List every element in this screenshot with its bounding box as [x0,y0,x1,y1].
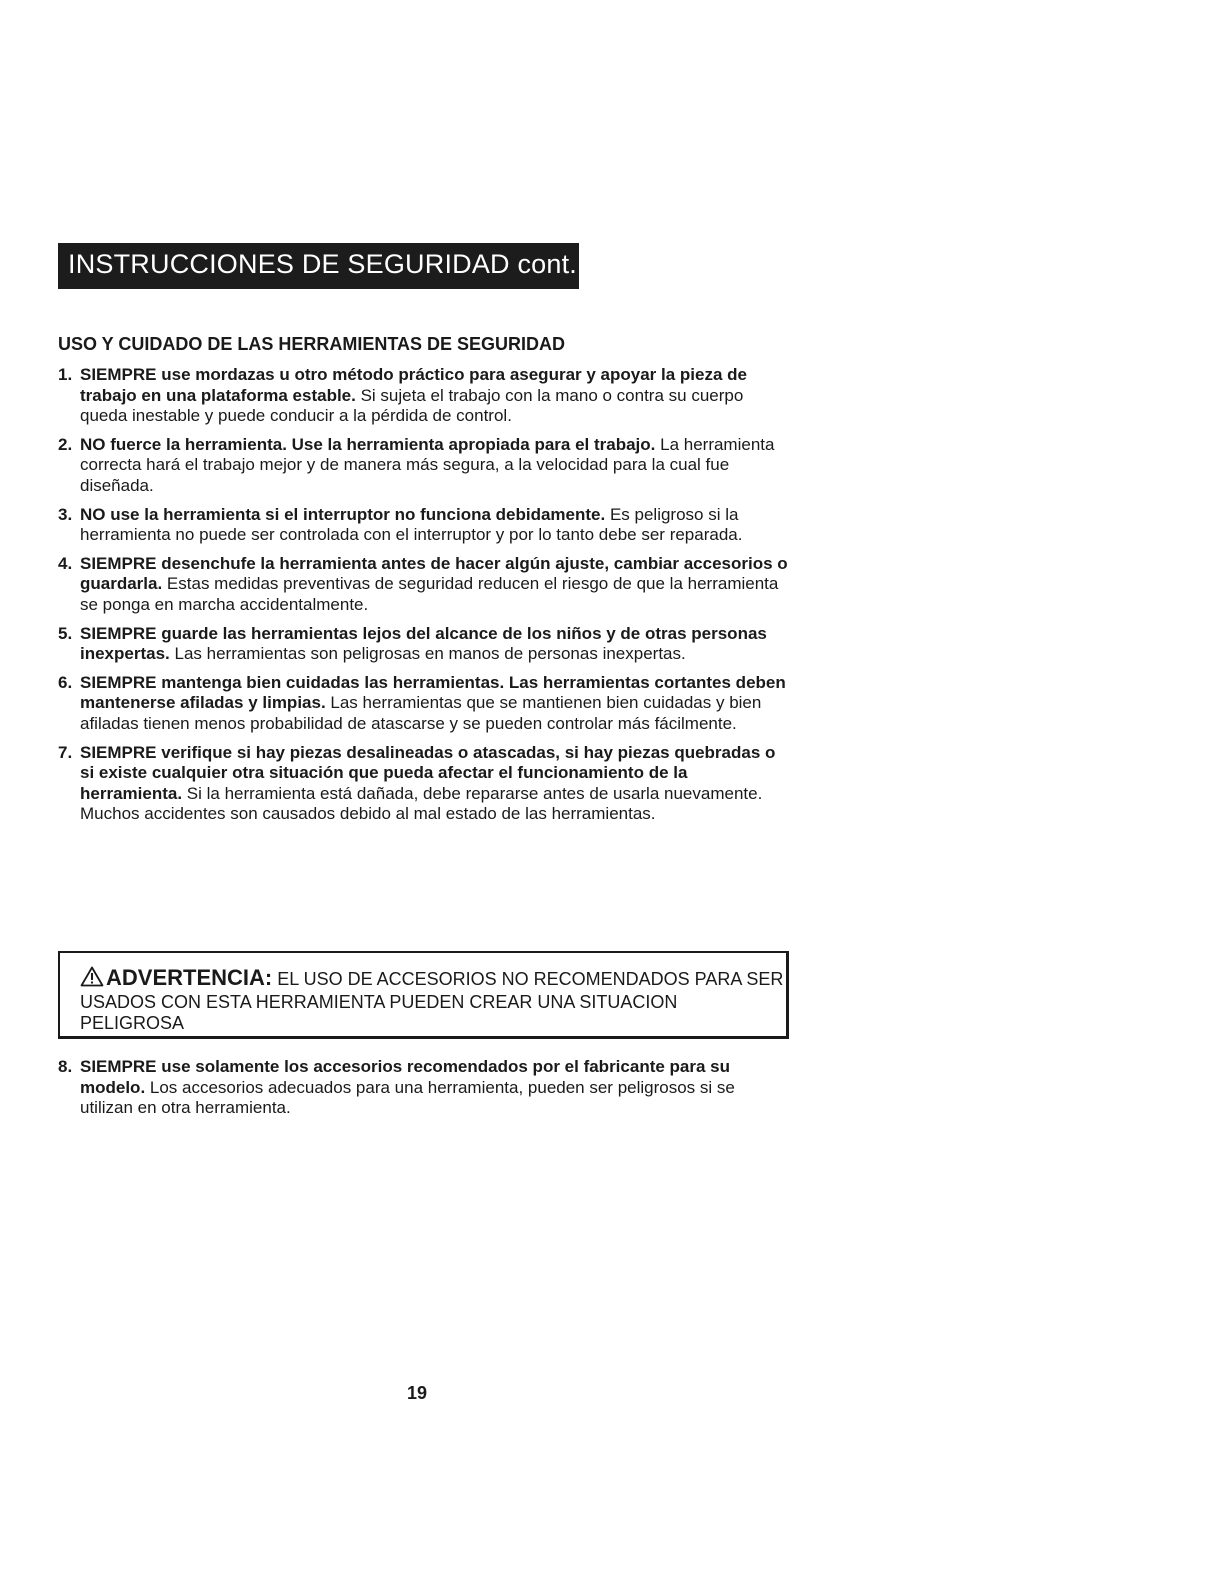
item-text: La herramienta correcta hará el trabajo mejor y de manera más segura, a la velocidad para la cual fue diseñada. [80,434,775,495]
item-number: 8. [58,1057,73,1076]
section-title: USO Y CUIDADO DE LAS HERRAMIENTAS DE SEGURIDAD [58,334,566,354]
page-number: 19 [407,1383,428,1403]
item-number: 6. [58,672,73,692]
warning-text: EL USO DE ACCESORIOS NO RECOMENDADOS PARA SER USADOS CON ESTA HERRAMIENTA PUEDEN CREAR UNA SITUACION PELIGROSA [80,969,784,1033]
list-item [58,743,788,825]
list-item [58,505,788,546]
list-item [58,1057,788,1119]
section-header-bar [58,243,579,289]
list-item [58,624,788,665]
item-text: Si la herramienta está dañada, debe repararse antes de usarla nuevamente. Muchos accidentes son causados debido al mal estado de las herramientas. [80,783,763,824]
item-number: 7. [58,742,73,762]
item-number: 5. [58,623,73,643]
item-heading: SIEMPRE mantenga bien cuidadas las herramientas. Las herramientas cortantes deben mantenerse afiladas y limpias. [80,672,786,713]
item-heading: NO use la herramienta si el interruptor no funciona debidamente. [80,504,606,524]
list-item [58,365,788,427]
item-text: Los accesorios adecuados para una herramienta, pueden ser peligrosos si se utilizan en otra herramienta. [80,1077,735,1118]
safety-list [58,365,788,833]
header-title: INSTRUCCIONES DE SEGURIDAD cont. [68,249,577,279]
warning-label: ADVERTENCIA: [106,965,273,990]
item-number: 1. [58,365,73,384]
item-text: Las herramientas son peligrosas en manos de personas inexpertas. [169,644,686,664]
item-heading: SIEMPRE verifique si hay piezas desalineadas o atascadas, si hay piezas quebradas o si existe cualquier otra situación que pueda afectar el funcionamiento de la herramienta. [80,742,776,803]
list-item [58,435,788,497]
warning-triangle-icon [80,966,104,992]
item-text: Las herramientas que se mantienen bien cuidadas y bien afiladas tienen menos probabilidad de atascarse y se pueden controlar más fácilmente. [80,693,762,733]
item-number: 4. [58,553,73,573]
item-number: 3. [58,504,73,524]
list-item [58,673,788,735]
list-item [58,554,788,616]
safety-list-continued [58,1057,788,1127]
item-heading: NO fuerce la herramienta. Use la herramienta apropiada para el trabajo. [80,434,656,454]
item-heading: SIEMPRE desenchufe la herramienta antes de hacer algún ajuste, cambiar accesorios o guardarla. [80,553,788,594]
item-number: 2. [58,434,73,454]
item-text: Si sujeta el trabajo con la mano o contra su cuerpo queda inestable y puede conducir a la pérdida de control. [80,385,744,426]
warning-box [58,951,789,1039]
item-text: Es peligroso si la herramienta no puede ser controlada con el interruptor y por lo tanto debe ser reparada. [80,504,743,545]
item-heading: SIEMPRE use mordazas u otro método práctico para asegurar y apoyar la pieza de trabajo en una plataforma estable. [80,365,747,405]
item-text: Estas medidas preventivas de seguridad reducen el riesgo de que la herramienta se ponga en marcha accidentalmente. [80,574,779,614]
item-heading: SIEMPRE guarde las herramientas lejos del alcance de los niños y de otras personas inexpertas. [80,623,767,664]
item-heading: SIEMPRE use solamente los accesorios recomendados por el fabricante para su modelo. [80,1057,731,1097]
